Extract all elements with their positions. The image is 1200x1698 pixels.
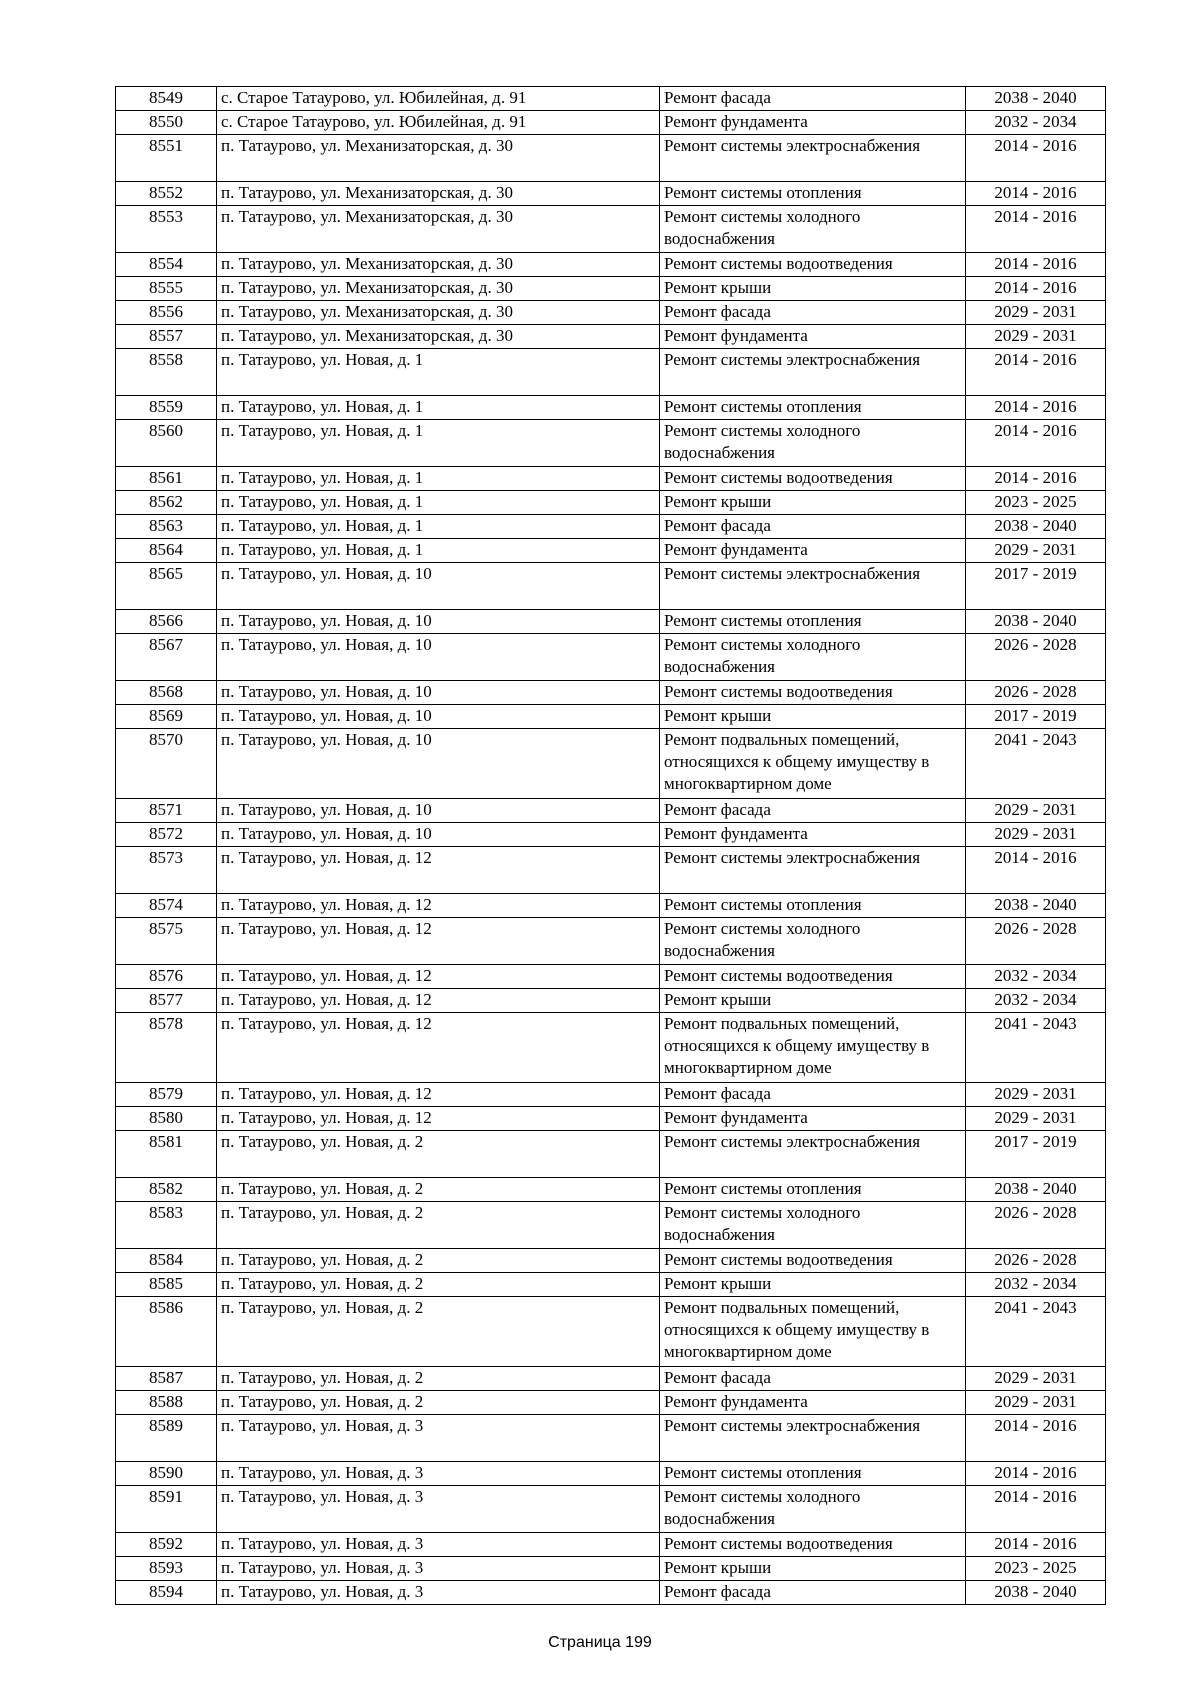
address-cell: п. Татаурово, ул. Новая, д. 12 (217, 989, 660, 1013)
address-cell: п. Татаурово, ул. Механизаторская, д. 30 (217, 325, 660, 349)
work-type-cell: Ремонт фасада (660, 87, 966, 111)
row-number-cell: 8592 (116, 1533, 217, 1557)
table-row (116, 1083, 1106, 1107)
row-number-cell: 8564 (116, 539, 217, 563)
table-row (116, 989, 1106, 1013)
work-type-cell: Ремонт фасада (660, 301, 966, 325)
table-row (116, 894, 1106, 918)
row-number-cell: 8566 (116, 610, 217, 634)
row-number-cell: 8559 (116, 396, 217, 420)
period-cell: 2038 - 2040 (966, 894, 1106, 918)
table-row (116, 325, 1106, 349)
period-cell: 2029 - 2031 (966, 325, 1106, 349)
row-number-cell: 8578 (116, 1013, 217, 1083)
work-type-cell: Ремонт системы электроснабжения (660, 1131, 966, 1178)
work-type-cell: Ремонт фундамента (660, 325, 966, 349)
table-row (116, 918, 1106, 965)
period-cell: 2029 - 2031 (966, 301, 1106, 325)
table-row (116, 1107, 1106, 1131)
work-type-cell: Ремонт подвальных помещений, относящихся к общему имуществу в многоквартирном доме (660, 1297, 966, 1367)
row-number-cell: 8549 (116, 87, 217, 111)
row-number-cell: 8567 (116, 634, 217, 681)
address-cell: п. Татаурово, ул. Новая, д. 1 (217, 396, 660, 420)
row-number-cell: 8558 (116, 349, 217, 396)
address-cell: п. Татаурово, ул. Новая, д. 2 (217, 1202, 660, 1249)
row-number-cell: 8557 (116, 325, 217, 349)
period-cell: 2023 - 2025 (966, 1557, 1106, 1581)
work-type-cell: Ремонт фундамента (660, 539, 966, 563)
address-cell: п. Татаурово, ул. Новая, д. 10 (217, 634, 660, 681)
work-type-cell: Ремонт фасада (660, 1083, 966, 1107)
table-row (116, 1415, 1106, 1462)
row-number-cell: 8569 (116, 705, 217, 729)
address-cell: п. Татаурово, ул. Новая, д. 3 (217, 1557, 660, 1581)
period-cell: 2032 - 2034 (966, 111, 1106, 135)
work-type-cell: Ремонт фасада (660, 799, 966, 823)
row-number-cell: 8572 (116, 823, 217, 847)
period-cell: 2026 - 2028 (966, 918, 1106, 965)
period-cell: 2017 - 2019 (966, 705, 1106, 729)
period-cell: 2026 - 2028 (966, 1249, 1106, 1273)
row-number-cell: 8555 (116, 277, 217, 301)
address-cell: п. Татаурово, ул. Механизаторская, д. 30 (217, 206, 660, 253)
period-cell: 2014 - 2016 (966, 349, 1106, 396)
period-cell: 2038 - 2040 (966, 87, 1106, 111)
work-type-cell: Ремонт фундамента (660, 1391, 966, 1415)
period-cell: 2023 - 2025 (966, 491, 1106, 515)
period-cell: 2017 - 2019 (966, 563, 1106, 610)
table-row (116, 1367, 1106, 1391)
address-cell: п. Татаурово, ул. Новая, д. 3 (217, 1462, 660, 1486)
row-number-cell: 8594 (116, 1581, 217, 1605)
table-row (116, 539, 1106, 563)
table-row (116, 111, 1106, 135)
work-type-cell: Ремонт системы электроснабжения (660, 847, 966, 894)
address-cell: п. Татаурово, ул. Новая, д. 3 (217, 1415, 660, 1462)
period-cell: 2029 - 2031 (966, 823, 1106, 847)
table-row (116, 1013, 1106, 1083)
period-cell: 2038 - 2040 (966, 1581, 1106, 1605)
row-number-cell: 8589 (116, 1415, 217, 1462)
address-cell: п. Татаурово, ул. Новая, д. 2 (217, 1367, 660, 1391)
period-cell: 2014 - 2016 (966, 253, 1106, 277)
address-cell: с. Старое Татаурово, ул. Юбилейная, д. 91 (217, 111, 660, 135)
work-type-cell: Ремонт системы холодного водоснабжения (660, 206, 966, 253)
row-number-cell: 8560 (116, 420, 217, 467)
table-row (116, 515, 1106, 539)
address-cell: п. Татаурово, ул. Новая, д. 2 (217, 1249, 660, 1273)
period-cell: 2029 - 2031 (966, 1391, 1106, 1415)
row-number-cell: 8591 (116, 1486, 217, 1533)
period-cell: 2041 - 2043 (966, 729, 1106, 799)
row-number-cell: 8550 (116, 111, 217, 135)
table-row (116, 253, 1106, 277)
table-row (116, 277, 1106, 301)
address-cell: п. Татаурово, ул. Новая, д. 10 (217, 729, 660, 799)
address-cell: п. Татаурово, ул. Новая, д. 12 (217, 1013, 660, 1083)
work-type-cell: Ремонт системы электроснабжения (660, 1415, 966, 1462)
work-type-cell: Ремонт фундамента (660, 823, 966, 847)
period-cell: 2014 - 2016 (966, 206, 1106, 253)
work-type-cell: Ремонт системы холодного водоснабжения (660, 420, 966, 467)
period-cell: 2038 - 2040 (966, 515, 1106, 539)
row-number-cell: 8554 (116, 253, 217, 277)
table-row (116, 965, 1106, 989)
period-cell: 2017 - 2019 (966, 1131, 1106, 1178)
address-cell: п. Татаурово, ул. Механизаторская, д. 30 (217, 182, 660, 206)
work-type-cell: Ремонт системы водоотведения (660, 467, 966, 491)
table-row (116, 1202, 1106, 1249)
table-row (116, 563, 1106, 610)
table-row (116, 182, 1106, 206)
work-type-cell: Ремонт системы отопления (660, 894, 966, 918)
period-cell: 2029 - 2031 (966, 1107, 1106, 1131)
table-row (116, 1273, 1106, 1297)
row-number-cell: 8574 (116, 894, 217, 918)
period-cell: 2038 - 2040 (966, 610, 1106, 634)
row-number-cell: 8580 (116, 1107, 217, 1131)
row-number-cell: 8565 (116, 563, 217, 610)
address-cell: п. Татаурово, ул. Новая, д. 12 (217, 965, 660, 989)
row-number-cell: 8584 (116, 1249, 217, 1273)
table-row (116, 491, 1106, 515)
address-cell: п. Татаурово, ул. Новая, д. 3 (217, 1533, 660, 1557)
address-cell: п. Татаурово, ул. Новая, д. 1 (217, 420, 660, 467)
row-number-cell: 8551 (116, 135, 217, 182)
work-type-cell: Ремонт системы отопления (660, 182, 966, 206)
table-row (116, 823, 1106, 847)
address-cell: п. Татаурово, ул. Новая, д. 1 (217, 515, 660, 539)
address-cell: п. Татаурово, ул. Новая, д. 10 (217, 799, 660, 823)
row-number-cell: 8563 (116, 515, 217, 539)
period-cell: 2041 - 2043 (966, 1013, 1106, 1083)
row-number-cell: 8552 (116, 182, 217, 206)
work-type-cell: Ремонт крыши (660, 491, 966, 515)
row-number-cell: 8575 (116, 918, 217, 965)
work-type-cell: Ремонт фасада (660, 515, 966, 539)
work-type-cell: Ремонт системы холодного водоснабжения (660, 1202, 966, 1249)
period-cell: 2014 - 2016 (966, 1415, 1106, 1462)
address-cell: п. Татаурово, ул. Новая, д. 1 (217, 467, 660, 491)
row-number-cell: 8588 (116, 1391, 217, 1415)
address-cell: п. Татаурово, ул. Новая, д. 12 (217, 1083, 660, 1107)
period-cell: 2041 - 2043 (966, 1297, 1106, 1367)
period-cell: 2032 - 2034 (966, 989, 1106, 1013)
row-number-cell: 8581 (116, 1131, 217, 1178)
table-row (116, 634, 1106, 681)
row-number-cell: 8582 (116, 1178, 217, 1202)
row-number-cell: 8570 (116, 729, 217, 799)
address-cell: п. Татаурово, ул. Новая, д. 12 (217, 1107, 660, 1131)
row-number-cell: 8586 (116, 1297, 217, 1367)
address-cell: п. Татаурово, ул. Новая, д. 2 (217, 1297, 660, 1367)
row-number-cell: 8590 (116, 1462, 217, 1486)
row-number-cell: 8583 (116, 1202, 217, 1249)
work-type-cell: Ремонт крыши (660, 277, 966, 301)
work-type-cell: Ремонт системы водоотведения (660, 1249, 966, 1273)
work-type-cell: Ремонт системы холодного водоснабжения (660, 918, 966, 965)
period-cell: 2029 - 2031 (966, 799, 1106, 823)
table-row (116, 1391, 1106, 1415)
table-row (116, 349, 1106, 396)
period-cell: 2014 - 2016 (966, 1462, 1106, 1486)
table-row (116, 135, 1106, 182)
period-cell: 2014 - 2016 (966, 1533, 1106, 1557)
address-cell: п. Татаурово, ул. Механизаторская, д. 30 (217, 301, 660, 325)
row-number-cell: 8561 (116, 467, 217, 491)
work-type-cell: Ремонт системы отопления (660, 1462, 966, 1486)
work-type-cell: Ремонт системы холодного водоснабжения (660, 634, 966, 681)
address-cell: п. Татаурово, ул. Новая, д. 1 (217, 491, 660, 515)
work-type-cell: Ремонт системы электроснабжения (660, 135, 966, 182)
work-type-cell: Ремонт крыши (660, 1273, 966, 1297)
period-cell: 2014 - 2016 (966, 182, 1106, 206)
work-type-cell: Ремонт фасада (660, 1367, 966, 1391)
table-row (116, 681, 1106, 705)
row-number-cell: 8556 (116, 301, 217, 325)
period-cell: 2038 - 2040 (966, 1178, 1106, 1202)
work-type-cell: Ремонт системы электроснабжения (660, 563, 966, 610)
period-cell: 2014 - 2016 (966, 135, 1106, 182)
work-type-cell: Ремонт системы холодного водоснабжения (660, 1486, 966, 1533)
work-type-cell: Ремонт фундамента (660, 111, 966, 135)
table-row (116, 1533, 1106, 1557)
table-row (116, 1131, 1106, 1178)
period-cell: 2014 - 2016 (966, 467, 1106, 491)
table-row (116, 1486, 1106, 1533)
row-number-cell: 8571 (116, 799, 217, 823)
address-cell: п. Татаурово, ул. Новая, д. 2 (217, 1178, 660, 1202)
row-number-cell: 8576 (116, 965, 217, 989)
work-type-cell: Ремонт системы водоотведения (660, 1533, 966, 1557)
address-cell: п. Татаурово, ул. Механизаторская, д. 30 (217, 135, 660, 182)
row-number-cell: 8553 (116, 206, 217, 253)
table-row (116, 705, 1106, 729)
table-row (116, 396, 1106, 420)
work-type-cell: Ремонт подвальных помещений, относящихся к общему имуществу в многоквартирном доме (660, 1013, 966, 1083)
table-body (116, 87, 1106, 1605)
table-row (116, 1297, 1106, 1367)
period-cell: 2029 - 2031 (966, 539, 1106, 563)
address-cell: п. Татаурово, ул. Новая, д. 2 (217, 1273, 660, 1297)
table-row (116, 729, 1106, 799)
table-row (116, 799, 1106, 823)
address-cell: с. Старое Татаурово, ул. Юбилейная, д. 91 (217, 87, 660, 111)
address-cell: п. Татаурово, ул. Новая, д. 3 (217, 1581, 660, 1605)
period-cell: 2032 - 2034 (966, 1273, 1106, 1297)
work-type-cell: Ремонт системы отопления (660, 1178, 966, 1202)
address-cell: п. Татаурово, ул. Новая, д. 2 (217, 1391, 660, 1415)
work-type-cell: Ремонт крыши (660, 705, 966, 729)
period-cell: 2032 - 2034 (966, 965, 1106, 989)
address-cell: п. Татаурово, ул. Механизаторская, д. 30 (217, 277, 660, 301)
table-row (116, 610, 1106, 634)
address-cell: п. Татаурово, ул. Новая, д. 10 (217, 705, 660, 729)
table-row (116, 1557, 1106, 1581)
address-cell: п. Татаурово, ул. Новая, д. 1 (217, 539, 660, 563)
period-cell: 2014 - 2016 (966, 1486, 1106, 1533)
row-number-cell: 8562 (116, 491, 217, 515)
work-type-cell: Ремонт крыши (660, 989, 966, 1013)
period-cell: 2014 - 2016 (966, 396, 1106, 420)
row-number-cell: 8587 (116, 1367, 217, 1391)
row-number-cell: 8573 (116, 847, 217, 894)
table-row (116, 1178, 1106, 1202)
page-number: Страница 199 (548, 1634, 652, 1651)
table-row (116, 847, 1106, 894)
period-cell: 2029 - 2031 (966, 1367, 1106, 1391)
address-cell: п. Татаурово, ул. Новая, д. 12 (217, 894, 660, 918)
work-type-cell: Ремонт системы отопления (660, 610, 966, 634)
period-cell: 2014 - 2016 (966, 277, 1106, 301)
period-cell: 2026 - 2028 (966, 1202, 1106, 1249)
address-cell: п. Татаурово, ул. Новая, д. 10 (217, 563, 660, 610)
address-cell: п. Татаурово, ул. Новая, д. 10 (217, 823, 660, 847)
table-row (116, 206, 1106, 253)
row-number-cell: 8585 (116, 1273, 217, 1297)
address-cell: п. Татаурово, ул. Механизаторская, д. 30 (217, 253, 660, 277)
work-type-cell: Ремонт фундамента (660, 1107, 966, 1131)
work-type-cell: Ремонт системы отопления (660, 396, 966, 420)
row-number-cell: 8568 (116, 681, 217, 705)
period-cell: 2014 - 2016 (966, 847, 1106, 894)
work-type-cell: Ремонт системы водоотведения (660, 253, 966, 277)
address-cell: п. Татаурово, ул. Новая, д. 12 (217, 918, 660, 965)
address-cell: п. Татаурово, ул. Новая, д. 10 (217, 610, 660, 634)
table-row (116, 87, 1106, 111)
work-type-cell: Ремонт системы водоотведения (660, 681, 966, 705)
work-type-cell: Ремонт крыши (660, 1557, 966, 1581)
table-row (116, 1249, 1106, 1273)
period-cell: 2026 - 2028 (966, 681, 1106, 705)
work-type-cell: Ремонт системы электроснабжения (660, 349, 966, 396)
table-row (116, 1581, 1106, 1605)
address-cell: п. Татаурово, ул. Новая, д. 2 (217, 1131, 660, 1178)
table-row (116, 467, 1106, 491)
period-cell: 2014 - 2016 (966, 420, 1106, 467)
period-cell: 2029 - 2031 (966, 1083, 1106, 1107)
repair-schedule-table (115, 86, 1106, 1605)
row-number-cell: 8579 (116, 1083, 217, 1107)
address-cell: п. Татаурово, ул. Новая, д. 12 (217, 847, 660, 894)
table-row (116, 420, 1106, 467)
address-cell: п. Татаурово, ул. Новая, д. 1 (217, 349, 660, 396)
address-cell: п. Татаурово, ул. Новая, д. 3 (217, 1486, 660, 1533)
work-type-cell: Ремонт подвальных помещений, относящихся к общему имуществу в многоквартирном доме (660, 729, 966, 799)
row-number-cell: 8593 (116, 1557, 217, 1581)
row-number-cell: 8577 (116, 989, 217, 1013)
work-type-cell: Ремонт системы водоотведения (660, 965, 966, 989)
work-type-cell: Ремонт фасада (660, 1581, 966, 1605)
period-cell: 2026 - 2028 (966, 634, 1106, 681)
table-row (116, 301, 1106, 325)
address-cell: п. Татаурово, ул. Новая, д. 10 (217, 681, 660, 705)
table-row (116, 1462, 1106, 1486)
